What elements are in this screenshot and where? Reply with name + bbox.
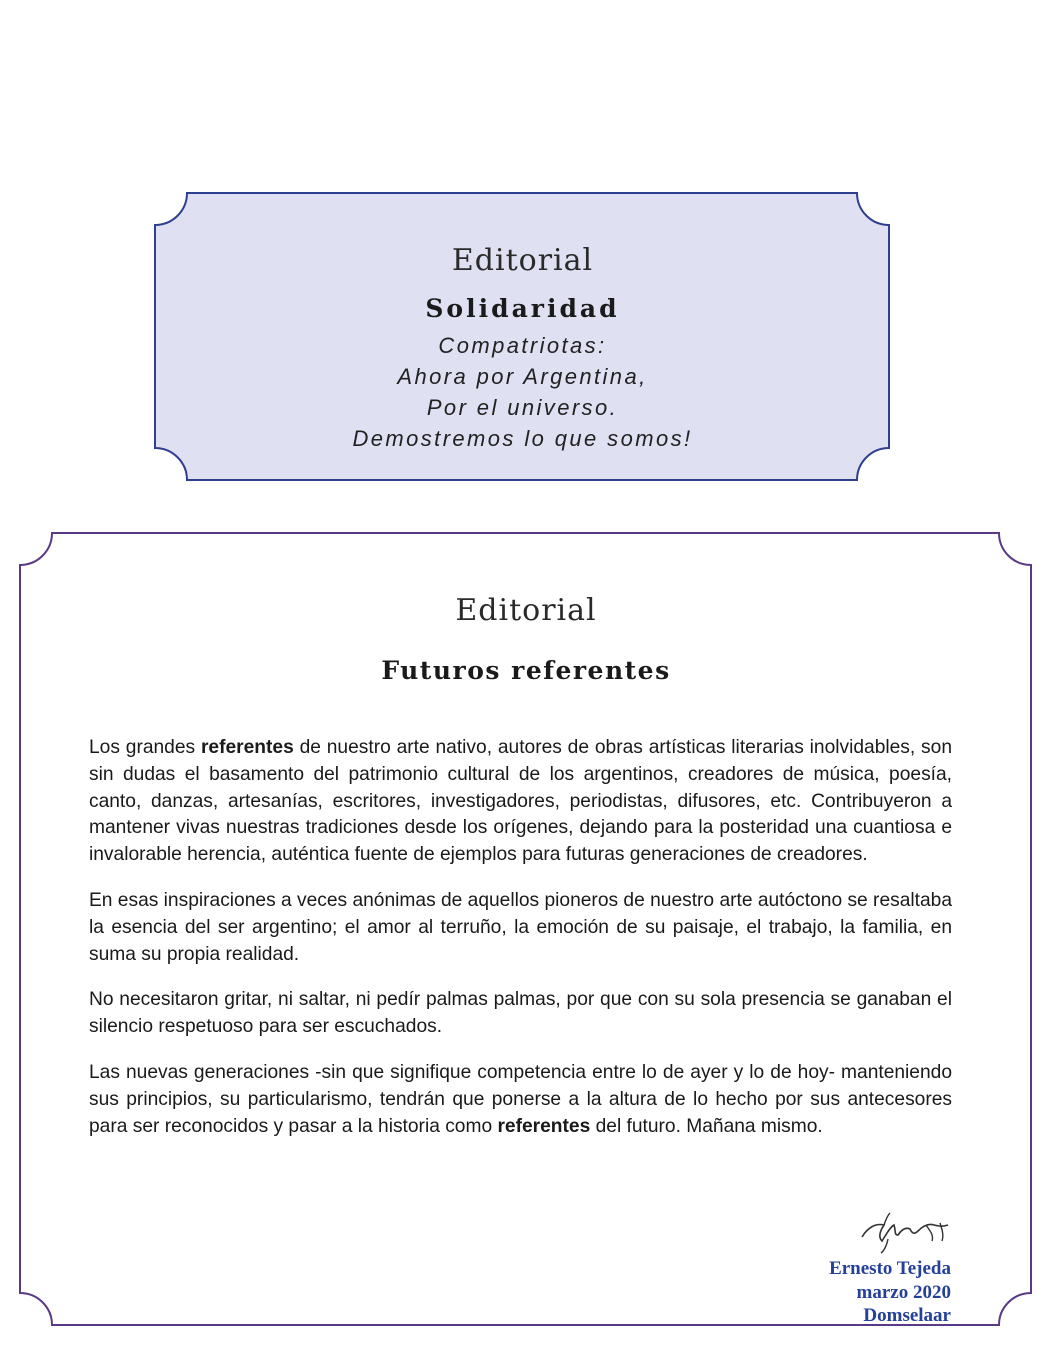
poem <box>156 330 889 454</box>
paragraph-text: Las nuevas generaciones -sin que signifique competencia entre lo de ayer y lo de hoy- manteniendo sus principios, su particularismo, tendrán que ponerse a la altura de lo hecho por sus antecesores para ser reconocidos y pasar a la historia como <box>89 1061 952 1137</box>
bold-term: referentes <box>497 1115 591 1137</box>
paragraph-3: No necesitaron gritar, ni saltar, ni pedír palmas palmas, por que con su sola presencia se ganaban el silencio respetuoso para ser escuchados. <box>89 989 952 1038</box>
paragraph-4 <box>89 1060 952 1140</box>
editorial-body <box>89 735 952 1159</box>
poem-line: Ahora por Argentina, <box>397 364 648 389</box>
box1-heading: Editorial <box>451 243 594 278</box>
poem-line: Compatriotas: <box>438 333 607 358</box>
author-name: Ernesto Tejeda <box>829 1258 951 1279</box>
paragraph-text: del futuro. Mañana mismo. <box>590 1115 823 1137</box>
signature-date: marzo 2020 <box>856 1281 951 1303</box>
bold-term: referentes <box>200 737 294 758</box>
signature-block <box>829 1257 951 1328</box>
paragraph-1 <box>89 735 952 869</box>
paragraph-2: En esas inspiraciones a veces anónimas de aquellos pioneros de nuestro arte autóctono se resaltaba la esencia del ser argentino; el amor al terruño, la emoción de su paisaje, el trabajo, la familia, en suma su propia realidad. <box>89 889 952 965</box>
paragraph-text: de nuestro arte nativo, autores de obras artísticas literarias inolvidables, son sin dudas el basamento del patrimonio cultural de los argentinos, creadores de música, poesía, canto, danzas, artesanías, escritores, investigadores, periodistas, difusores, etc. Contribuyeron a mantener vivas nuestras tradiciones desde los orígenes, dejando para la posteridad una cuantiosa e invalorable herencia, auténtica fuente de ejemplos para futuras generaciones de creadores. <box>89 737 952 866</box>
poem-line: Demostremos lo que somos! <box>352 426 693 451</box>
handwritten-signature <box>854 1205 954 1255</box>
signature-place: Domselaar <box>863 1305 951 1326</box>
box1-title: Solidaridad <box>425 294 620 323</box>
poem-line: Por el universo. <box>426 395 619 420</box>
futuros-referentes-box <box>20 533 1032 1325</box>
paragraph-text: Los grandes <box>89 737 201 758</box>
box2-title: Futuros referentes <box>381 656 671 685</box>
solidaridad-box <box>156 193 889 480</box>
box2-heading: Editorial <box>455 593 597 628</box>
